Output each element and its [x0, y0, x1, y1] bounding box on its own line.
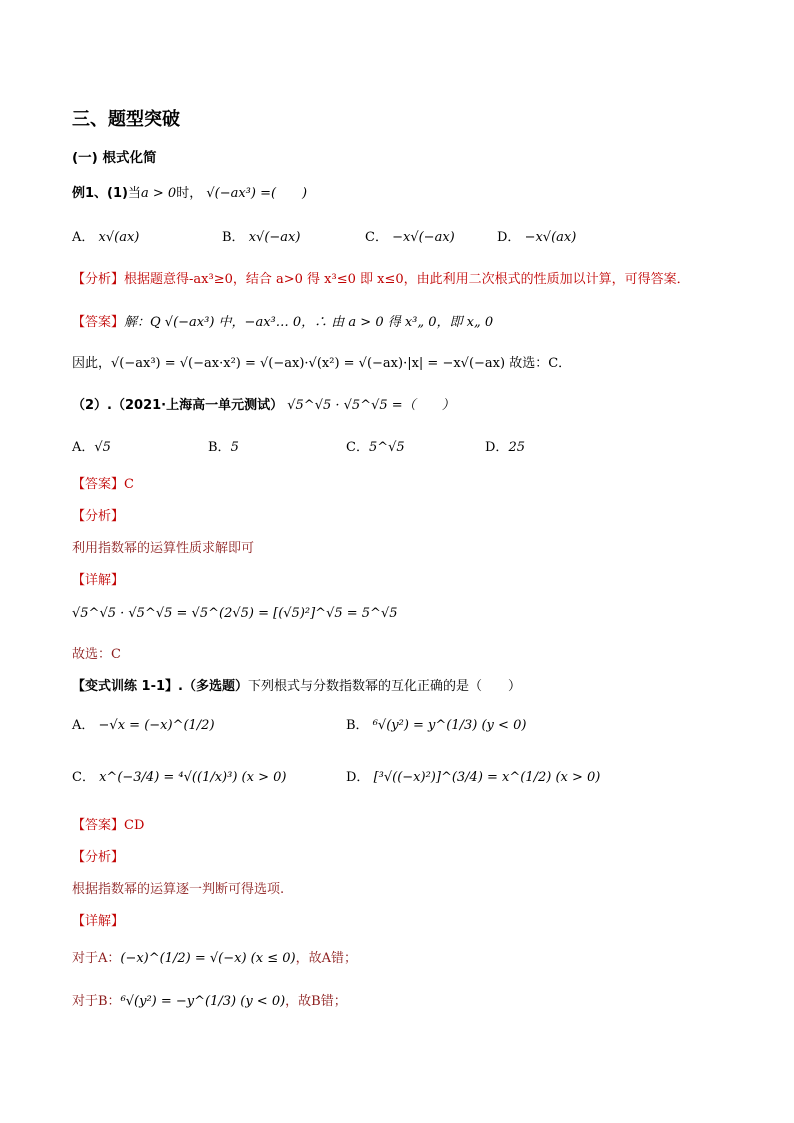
option-text: ⁶√(y²) = y^(1/3) (y < 0)	[372, 718, 527, 733]
variant1-detail-tag: 【详解】	[72, 914, 125, 929]
variant1-option-a	[72, 714, 215, 733]
option-text: x√(−ax)	[248, 230, 301, 245]
answer-tag: 【答案】	[72, 477, 125, 492]
option-letter: A．	[72, 440, 95, 455]
detail-math: ⁶√(y²) = −y^(1/3) (y < 0)	[120, 994, 286, 1009]
variant1-stem-text: 下列根式与分数指数幂的互化正确的是（ ）	[247, 679, 521, 694]
detail-suffix: ，故B错；	[285, 994, 347, 1009]
option-text: −x√(−ax)	[392, 230, 455, 245]
analysis-tag: 【分析】	[72, 272, 125, 287]
example2-detail: √5^√5 · √5^√5 = √5^(2√5) = [(√5)²]^√5 = 5^√5	[72, 606, 398, 621]
example1-option-a	[72, 226, 139, 245]
option-text: 5^√5	[368, 440, 405, 455]
detail-math: (−x)^(1/2) = √(−x) (x ≤ 0)	[120, 951, 296, 966]
option-text: 5	[230, 440, 239, 455]
example1-option-c	[365, 226, 455, 245]
option-letter: C．	[72, 770, 95, 785]
variant1-answer	[72, 814, 144, 833]
example2-answer	[72, 473, 134, 492]
option-letter: D．	[346, 770, 370, 785]
variant1-option-c	[72, 766, 286, 785]
option-text: −√x = (−x)^(1/2)	[98, 718, 215, 733]
option-letter: A．	[72, 230, 95, 245]
answer-tag: 【答案】	[72, 315, 125, 330]
example1-analysis	[72, 268, 690, 287]
example1-condition: a > 0	[141, 186, 177, 201]
option-text: 25	[508, 440, 525, 455]
example2-option-c	[346, 436, 405, 455]
example1-stem	[72, 182, 307, 201]
example1-stem-b: 时，	[176, 186, 203, 201]
option-letter: B．	[222, 230, 245, 245]
example1-stem-a: 当	[127, 186, 141, 201]
example1-answer	[72, 311, 493, 330]
detail-prefix: 对于A：	[72, 951, 121, 966]
example2-choose: 故选：C	[72, 647, 121, 662]
option-letter: D．	[485, 440, 509, 455]
option-text: √5	[94, 440, 111, 455]
example1-therefore: 因此，√(−ax³) = √(−ax·x²) = √(−ax)·√(x²) = √(−ax)·|x| = −x√(−ax) 故选：C．	[72, 356, 572, 371]
variant1-option-d	[346, 766, 600, 785]
section-title: 三、题型突破	[72, 109, 180, 130]
analysis-text: 根据题意得-ax³≥0，结合 a>0 得 x³≤0 即 x≤0，由此利用二次根式的性质加以计算，可得答案．	[124, 272, 690, 287]
section-subtitle: (一) 根式化简	[72, 150, 157, 166]
variant1-analysis: 根据指数幂的运算逐一判断可得选项.	[72, 882, 285, 897]
option-letter: C．	[365, 230, 388, 245]
option-text: −x√(ax)	[524, 230, 577, 245]
option-letter: B．	[346, 718, 369, 733]
option-letter: D．	[497, 230, 521, 245]
example1-expression: √(−ax³) =( )	[206, 186, 308, 201]
variant1-option-b	[346, 714, 526, 733]
variant1-detail-b	[72, 990, 347, 1009]
variant1-detail-a	[72, 947, 357, 966]
answer-value: C	[124, 477, 134, 492]
example1-option-d	[497, 226, 576, 245]
example2-option-d	[485, 436, 525, 455]
option-text: x√(ax)	[98, 230, 140, 245]
option-text: x^(−3/4) = ⁴√((1/x)³) (x > 0)	[99, 770, 287, 785]
answer-tag: 【答案】	[72, 818, 125, 833]
variant1-analysis-tag: 【分析】	[72, 850, 125, 865]
example2-detail-tag: 【详解】	[72, 573, 125, 588]
detail-suffix: ，故A错；	[295, 951, 357, 966]
example2-option-a	[72, 436, 111, 455]
variant1-stem	[72, 675, 521, 694]
option-letter: C．	[346, 440, 369, 455]
example1-option-b	[222, 226, 300, 245]
example2-analysis-tag: 【分析】	[72, 509, 125, 524]
detail-prefix: 对于B：	[72, 994, 121, 1009]
example2-option-b	[208, 436, 239, 455]
option-text: [³√((−x)²)]^(3/4) = x^(1/2) (x > 0)	[373, 770, 601, 785]
answer-text: 解：Q √(−ax³) 中，−ax³… 0，∴ 由 a > 0 得 x³„ 0，即 x„ 0	[124, 315, 494, 330]
example1-label: 例1、(1)	[72, 186, 128, 201]
option-letter: B．	[208, 440, 231, 455]
variant1-label: 【变式训练 1-1】.（多选题）	[72, 679, 248, 694]
example2-stem	[72, 394, 455, 413]
example2-analysis: 利用指数幂的运算性质求解即可	[72, 541, 255, 556]
option-letter: A．	[72, 718, 95, 733]
example2-label: （2）.（2021·上海高一单元测试）	[72, 398, 284, 413]
answer-value: CD	[124, 818, 145, 833]
example2-expression: √5^√5 · √5^√5 =（ ）	[287, 398, 455, 413]
